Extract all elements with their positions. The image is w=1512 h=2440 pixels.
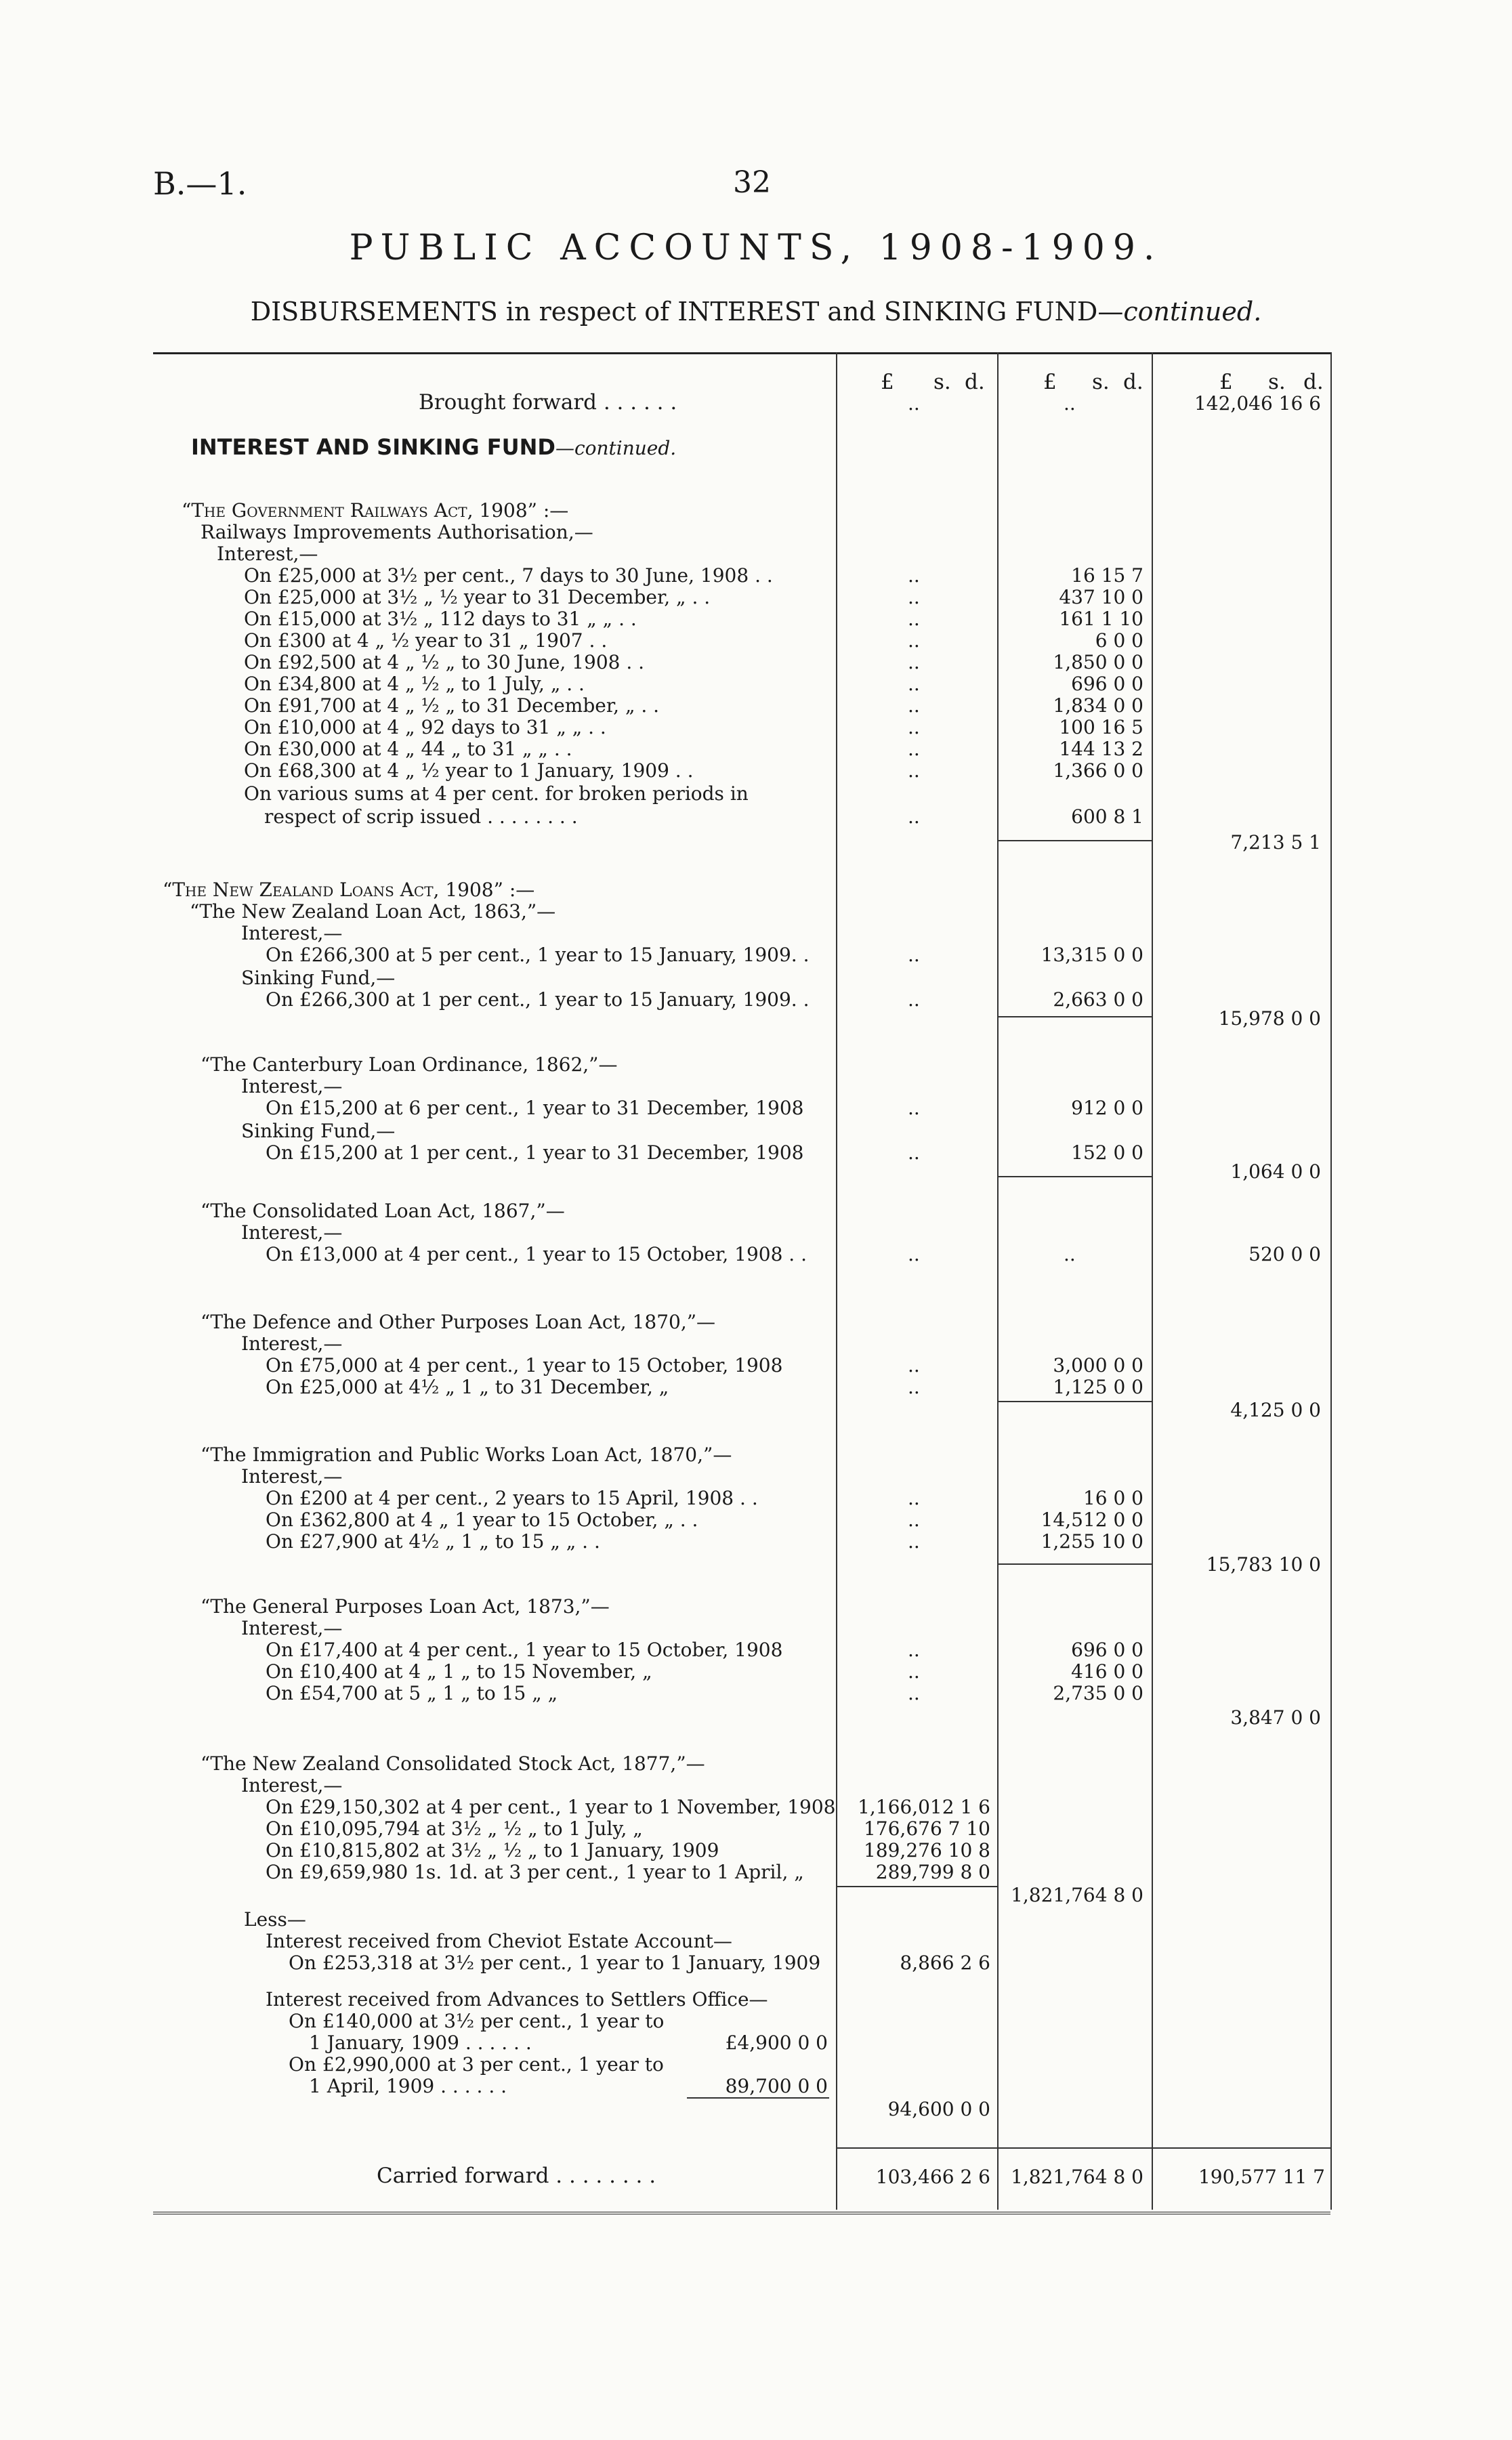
col1-value: ..: [908, 1487, 920, 1509]
subtotal-rule: [997, 1016, 1152, 1017]
interest-label: Interest,—: [241, 1075, 343, 1097]
col1-value: ..: [908, 1376, 920, 1398]
col2-value: 912 0 0: [1071, 1097, 1143, 1119]
page-number: 32: [733, 165, 771, 200]
interest-line: On £29,150,302 at 4 per cent., 1 year to 1 November, 1908: [266, 1796, 836, 1818]
section-heading-continued: —continued.: [555, 437, 677, 459]
col2-value: 437 10 0: [1059, 586, 1143, 608]
col1-value: 289,799 8 0: [875, 1861, 990, 1883]
col1-value: ..: [908, 608, 920, 630]
col2-value: ..: [1064, 1243, 1076, 1265]
interest-line: On £25,000 at 4½ „ 1 „ to 31 December, „: [266, 1376, 669, 1398]
interest-line: On £17,400 at 4 per cent., 1 year to 15 October, 1908: [266, 1639, 783, 1661]
col2-shillings-header: s.: [1092, 370, 1110, 394]
col3-shillings-header: s.: [1268, 370, 1286, 394]
deduction-line: 1 April, 1909 . . . . . .: [309, 2075, 507, 2097]
col2-value: 144 13 2: [1059, 738, 1143, 760]
interest-line: On £30,000 at 4 „ 44 „ to 31 „ „ . .: [244, 738, 572, 760]
col1-value: ..: [908, 1354, 920, 1376]
col1-value: 176,676 7 10: [863, 1817, 990, 1840]
interest-line: On £10,400 at 4 „ 1 „ to 15 November, „: [266, 1660, 652, 1683]
document-reference: B.—1.: [153, 165, 247, 202]
act-total: 3,847 0 0: [1230, 1706, 1321, 1729]
carried-forward-col1: 103,466 2 6: [875, 2166, 990, 2188]
col2-value: 13,315 0 0: [1041, 944, 1143, 966]
col2-value: 2,663 0 0: [1053, 988, 1143, 1011]
col2-value: 161 1 10: [1059, 608, 1143, 630]
deduction-line: 1 January, 1909 . . . . . .: [309, 2032, 532, 2054]
col2-value: 1,850 0 0: [1053, 651, 1143, 673]
act-total: 520 0 0: [1248, 1243, 1321, 1265]
carried-forward-label: Carried forward . . . . . . . .: [377, 2164, 656, 2188]
col2-value: 6 0 0: [1095, 629, 1143, 652]
brought-forward-col3: 142,046 16 6: [1194, 392, 1321, 415]
section-heading: [191, 436, 676, 459]
interest-line: On £10,000 at 4 „ 92 days to 31 „ „ . .: [244, 716, 606, 738]
col1-value: 189,276 10 8: [863, 1839, 990, 1861]
column-divider: [836, 352, 837, 2210]
deduction-heading: Interest received from Advances to Settlers Office—: [266, 1988, 768, 2011]
act-total: 15,783 10 0: [1206, 1553, 1321, 1576]
col1-value: 8,866 2 6: [900, 1952, 990, 1974]
act-total: 7,213 5 1: [1230, 831, 1321, 854]
interest-line: On £266,300 at 5 per cent., 1 year to 15 January, 1909. .: [266, 944, 810, 966]
col3-pounds-header: £: [1219, 370, 1233, 394]
interest-line: On £25,000 at 3½ „ ½ year to 31 December, „ . .: [244, 586, 711, 608]
interest-line: On £68,300 at 4 „ ½ year to 1 January, 1909 . .: [244, 759, 694, 782]
brought-forward-col1: ..: [908, 392, 920, 415]
subtitle-continued: continued.: [1123, 297, 1262, 327]
col1-value: ..: [908, 651, 920, 673]
col2-value: 1,255 10 0: [1041, 1530, 1143, 1553]
interest-label: Interest,—: [241, 1221, 343, 1244]
deduction-line: On £253,318 at 3½ per cent., 1 year to 1 January, 1909: [289, 1952, 821, 1974]
act-title: “The General Purposes Loan Act, 1873,”—: [201, 1595, 610, 1618]
interest-line: On £13,000 at 4 per cent., 1 year to 15 October, 1908 . .: [266, 1243, 807, 1265]
col1-value: ..: [908, 1141, 920, 1164]
interest-line: On £54,700 at 5 „ 1 „ to 15 „ „: [266, 1682, 558, 1704]
act-title: “The Immigration and Public Works Loan Act, 1870,”—: [201, 1444, 732, 1466]
interest-line: On £92,500 at 4 „ ½ „ to 30 June, 1908 . .: [244, 651, 645, 673]
deduction-amount: 89,700 0 0: [725, 2075, 828, 2097]
col1-value: ..: [908, 629, 920, 652]
interest-line: On £15,200 at 6 per cent., 1 year to 31 December, 1908: [266, 1097, 804, 1119]
subtitle-text: DISBURSEMENTS in respect of INTEREST and SINKING FUND—: [250, 297, 1124, 327]
col1-value: 1,166,012 1 6: [858, 1796, 990, 1818]
col1-value: ..: [908, 1682, 920, 1704]
less-label: Less—: [244, 1908, 306, 1931]
brought-forward-col2: ..: [1064, 392, 1076, 415]
act-subtitle: Railways Improvements Authorisation,—: [201, 521, 593, 543]
carried-forward-col3: 190,577 11 7: [1198, 2166, 1325, 2188]
subtotal-rule: [997, 1563, 1152, 1565]
sinking-fund-line: On £266,300 at 1 per cent., 1 year to 15 January, 1909. .: [266, 988, 810, 1011]
col3-pence-header: d.: [1303, 370, 1324, 394]
interest-label: Interest,—: [241, 1465, 343, 1488]
deduction-line: On £140,000 at 3½ per cent., 1 year to: [289, 2010, 665, 2032]
col1-value: ..: [908, 1243, 920, 1265]
interest-label: Interest,—: [241, 1332, 343, 1355]
col2-value: 1,821,764 8 0: [1011, 1884, 1143, 1906]
act-title: “The New Zealand Consolidated Stock Act, 1877,”—: [201, 1752, 705, 1775]
column-divider: [1330, 352, 1332, 2210]
interest-label: Interest,—: [241, 922, 343, 944]
deduction-amount: £4,900 0 0: [725, 2032, 828, 2054]
various-sums-line: respect of scrip issued . . . . . . . .: [264, 805, 578, 828]
interest-label: Interest,—: [241, 1774, 343, 1796]
col2-value: 3,000 0 0: [1053, 1354, 1143, 1376]
col2-value: 1,834 0 0: [1053, 694, 1143, 717]
act-title: “The Canterbury Loan Ordinance, 1862,”—: [201, 1053, 618, 1076]
col1-value: ..: [908, 564, 920, 587]
interest-line: On £10,815,802 at 3½ „ ½ „ to 1 January, 1909: [266, 1839, 719, 1861]
interest-line: On £91,700 at 4 „ ½ „ to 31 December, „ . .: [244, 694, 660, 717]
interest-line: On £15,000 at 3½ „ 112 days to 31 „ „ . .: [244, 608, 637, 630]
interest-label: Interest,—: [241, 1617, 343, 1639]
col1-pence-header: d.: [965, 370, 985, 394]
col2-value: 152 0 0: [1071, 1141, 1143, 1164]
col2-value: 1,125 0 0: [1053, 1376, 1143, 1398]
subtotal-rule: [836, 1886, 997, 1887]
act-title: “The Government Railways Act, 1908” :—: [182, 499, 569, 522]
interest-line: On £75,000 at 4 per cent., 1 year to 15 October, 1908: [266, 1354, 783, 1376]
subtotal-rule: [997, 1401, 1152, 1402]
act-total: 15,978 0 0: [1218, 1007, 1321, 1030]
section-heading-bold: INTEREST AND SINKING FUND: [191, 434, 555, 460]
act-title: “The New Zealand Loans Act, 1908” :—: [163, 879, 535, 901]
sinking-fund-label: Sinking Fund,—: [241, 1120, 396, 1142]
deduction-heading: Interest received from Cheviot Estate Account—: [266, 1930, 732, 1952]
page-title: PUBLIC ACCOUNTS, 1908-1909.: [349, 228, 1163, 268]
col1-value: ..: [908, 586, 920, 608]
act-total: 4,125 0 0: [1230, 1399, 1321, 1421]
col2-value: 696 0 0: [1071, 1639, 1143, 1661]
col2-value: 600 8 1: [1071, 805, 1143, 828]
col2-value: 100 16 5: [1059, 716, 1143, 738]
col1-value: ..: [908, 1660, 920, 1683]
col2-value: 416 0 0: [1071, 1660, 1143, 1683]
col2-value: 696 0 0: [1071, 673, 1143, 695]
col1-shillings-header: s.: [933, 370, 951, 394]
act-total: 1,064 0 0: [1230, 1160, 1321, 1183]
act-subtitle: “The New Zealand Loan Act, 1863,”—: [190, 900, 556, 923]
col2-value: 16 15 7: [1071, 564, 1143, 587]
interest-line: On £9,659,980 1s. 1d. at 3 per cent., 1 year to 1 April, „: [266, 1861, 804, 1883]
act-title: “The Consolidated Loan Act, 1867,”—: [201, 1200, 565, 1222]
col1-value: ..: [908, 738, 920, 760]
col1-value: ..: [908, 1639, 920, 1661]
interest-line: On £200 at 4 per cent., 2 years to 15 April, 1908 . .: [266, 1487, 758, 1509]
col1-value: ..: [908, 944, 920, 966]
subtotal-rule: [997, 1176, 1152, 1177]
col2-value: 2,735 0 0: [1053, 1682, 1143, 1704]
col1-value: ..: [908, 988, 920, 1011]
col1-value: ..: [908, 716, 920, 738]
page-subtitle: [0, 297, 1512, 327]
sinking-fund-label: Sinking Fund,—: [241, 967, 396, 989]
carried-forward-col2: 1,821,764 8 0: [1011, 2166, 1143, 2188]
interest-line: On £25,000 at 3½ per cent., 7 days to 30 June, 1908 . .: [244, 564, 773, 587]
act-title: “The Defence and Other Purposes Loan Act, 1870,”—: [201, 1311, 716, 1333]
interest-line: On £34,800 at 4 „ ½ „ to 1 July, „ . .: [244, 673, 585, 695]
col2-value: 1,366 0 0: [1053, 759, 1143, 782]
col1-value: ..: [908, 805, 920, 828]
col1-value: 94,600 0 0: [887, 2098, 990, 2120]
interest-label: Interest,—: [217, 543, 318, 565]
interest-line: On £27,900 at 4½ „ 1 „ to 15 „ „ . .: [266, 1530, 600, 1553]
various-sums-line: On various sums at 4 per cent. for broken periods in: [244, 782, 749, 805]
column-divider: [1152, 352, 1153, 2210]
col2-value: 14,512 0 0: [1041, 1509, 1143, 1531]
sinking-fund-line: On £15,200 at 1 per cent., 1 year to 31 December, 1908: [266, 1141, 804, 1164]
col1-value: ..: [908, 1097, 920, 1119]
col1-value: ..: [908, 1509, 920, 1531]
col2-value: 16 0 0: [1083, 1487, 1143, 1509]
subtotal-rule: [687, 2097, 829, 2099]
interest-line: On £362,800 at 4 „ 1 year to 15 October, „ . .: [266, 1509, 698, 1531]
col1-value: ..: [908, 1530, 920, 1553]
col1-pounds-header: £: [881, 370, 894, 394]
col2-pence-header: d.: [1123, 370, 1143, 394]
brought-forward-label: Brought forward . . . . . .: [419, 390, 677, 415]
col1-value: ..: [908, 673, 920, 695]
col1-value: ..: [908, 759, 920, 782]
deduction-line: On £2,990,000 at 3 per cent., 1 year to: [289, 2053, 664, 2076]
col1-value: ..: [908, 694, 920, 717]
interest-line: On £300 at 4 „ ½ year to 31 „ 1907 . .: [244, 629, 608, 652]
carried-forward-rule: [836, 2147, 1330, 2149]
subtotal-rule: [997, 840, 1152, 841]
interest-line: On £10,095,794 at 3½ „ ½ „ to 1 July, „: [266, 1817, 643, 1840]
col2-pounds-header: £: [1043, 370, 1057, 394]
